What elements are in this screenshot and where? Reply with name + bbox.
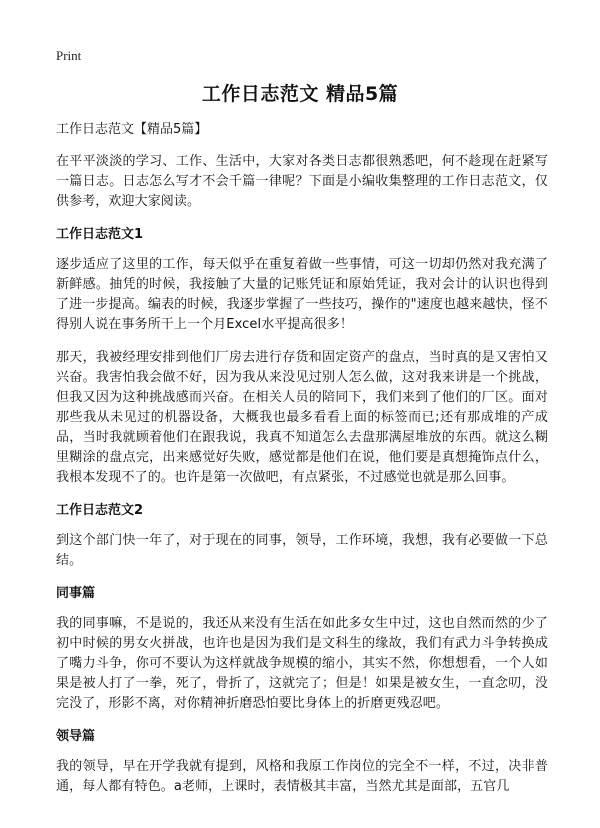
- print-label: Print: [56, 48, 82, 63]
- article-subtitle: 工作日志范文【精品5篇】: [56, 122, 208, 137]
- section-heading-leaders: 领导篇: [56, 729, 96, 744]
- section-2-paragraph-1: 到这个部门快一年了，对于现在的同事，领导，工作环境，我想，我有必要做一下总结。: [56, 533, 548, 568]
- article-body: [56, 120, 548, 810]
- section-heading-colleagues: 同事篇: [56, 586, 96, 601]
- page-title: 工作日志范文 精品5篇: [201, 83, 399, 105]
- intro-paragraph: 在平平淡淡的学习、工作、生活中，大家对各类日志都很熟悉吧，何不趁现在赶紧写一篇日志。日志怎么写才不会千篇一律呢？下面是小编收集整理的工作日志范文，仅供参考，欢迎大家阅读。: [56, 154, 548, 209]
- section-heading-2: 工作日志范文2: [56, 503, 144, 518]
- section-heading-1: 工作日志范文1: [56, 227, 144, 242]
- section-1-paragraph-1: 逐步适应了这里的工作，每天似乎在重复着做一些事情，可这一切却仍然对我充满了新鲜感。抽凭的时候，我接触了大量的记账凭证和原始凭证，我对会计的认识也得到了进一步提高。编表的时候，我逐步掌握了一些技巧，操作的"速度也越来越快，怪不得别人说在事务所干上一个月Excel水平提高很多！: [56, 257, 548, 332]
- leaders-paragraph: 我的领导，早在开学我就有提到，风格和我原工作岗位的完全不一样，不过，决非普通，每人都有特色。a老师，上课时，表情极其丰富，当然尤其是面部，五官几: [56, 759, 548, 794]
- colleagues-paragraph: 我的同事嘛，不是说的，我还从来没有生活在如此多女生中过，这也自然而然的少了初中时候的男女火拼战，也许也是因为我们是文科生的缘故，我们有武力斗争转换成了嘴力斗争，你可不要认为这样就战争规模的缩小，其实不然，你想想看，一个人如果是被人打了一拳，死了，骨折了，这就完了；但是！如果是被女生，一直念叨，没完没了，形影不离，对你精神折磨恐怕要比身体上的折磨更残忍吧。: [56, 616, 548, 711]
- section-1-paragraph-2: 那天，我被经理安排到他们厂房去进行存货和固定资产的盘点，当时真的是又害怕又兴奋。我害怕我会做不好，因为我从来没见过别人怎么做，这对我来讲是一个挑战，但我又因为这种挑战感而兴奋。在相关人员的陪同下，我们来到了他们的厂区。面对那些我从未见过的机器设备，大概我也最多看看上面的标签而已;还有那成堆的产成品，当时我就顾着他们在跟我说，我真不知道怎么去盘那满屋堆放的东西。就这么糊里糊涂的盘点完，出来感觉好失败，感觉都是他们在说，他们要是真想掩饰点什么，我根本发现不了的。也许是第一次做吧，有点紧张，不过感觉也就是那么回事。: [56, 350, 548, 485]
